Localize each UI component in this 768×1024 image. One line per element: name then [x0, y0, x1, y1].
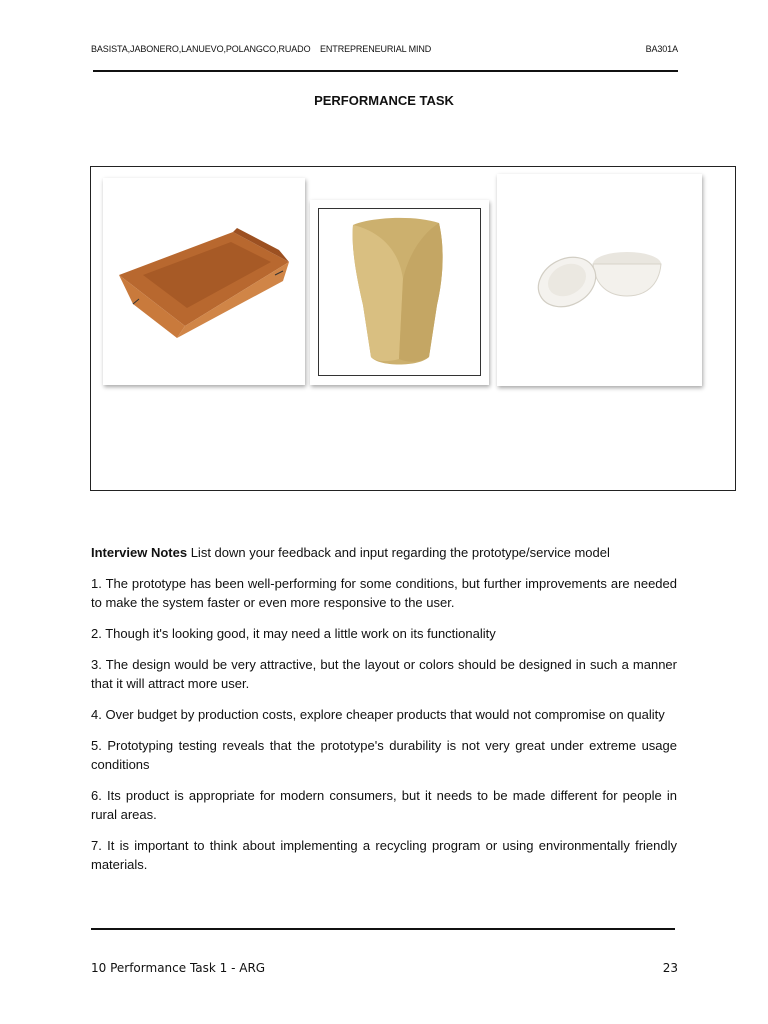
notes-instruction: List down your feedback and input regarding the prototype/service model: [187, 545, 610, 560]
note-item-6: 6. Its product is appropriate for modern consumers, but it needs to be made different for people in rural areas.: [91, 788, 677, 822]
footer-rule: [91, 928, 675, 930]
note-item-5: 5. Prototyping testing reveals that the prototype's durability is not very great under extreme usage conditions: [91, 738, 677, 772]
header-course: ENTREPRENEURIAL MIND: [320, 44, 432, 54]
kraft-paper-food-tray-icon: [103, 178, 305, 385]
note-item-7: 7. It is important to think about implementing a recycling program or using environmentally friendly materials.: [91, 838, 677, 872]
header-rule: [93, 70, 678, 72]
bagasse-bowl-with-lid-icon: [497, 174, 702, 386]
header-authors: BASISTA,JABONERO,LANUEVO,POLANGCO,RUADO: [91, 44, 311, 54]
kraft-paper-fries-cup-icon: [319, 209, 480, 375]
page-title: PERFORMANCE TASK: [314, 93, 454, 108]
footer-label: 10 Performance Task 1 - ARG: [91, 961, 266, 975]
prototype-image-frame: [90, 166, 736, 491]
notes-heading: Interview Notes: [91, 545, 188, 560]
photo-bowl-with-lid: [497, 174, 702, 386]
photo-fries-cup: [310, 200, 489, 385]
note-item-3: 3. The design would be very attractive, but the layout or colors should be designed in such a manner that it will attract more user.: [91, 657, 677, 691]
note-item-2: 2. Though it's looking good, it may need a little work on its functionality: [91, 626, 496, 641]
page-number: 23: [662, 961, 678, 975]
interview-notes: [91, 543, 677, 886]
header-code: BA301A: [645, 44, 678, 54]
photo-food-tray: [103, 178, 305, 385]
note-item-4: 4. Over budget by production costs, explore cheaper products that would not compromise on quality: [91, 707, 665, 722]
page-header: [91, 44, 678, 58]
note-item-1: 1. The prototype has been well-performing for some conditions, but further improvements are needed to make the system faster or even more responsive to the user.: [91, 576, 677, 610]
notes-intro: [91, 543, 677, 562]
